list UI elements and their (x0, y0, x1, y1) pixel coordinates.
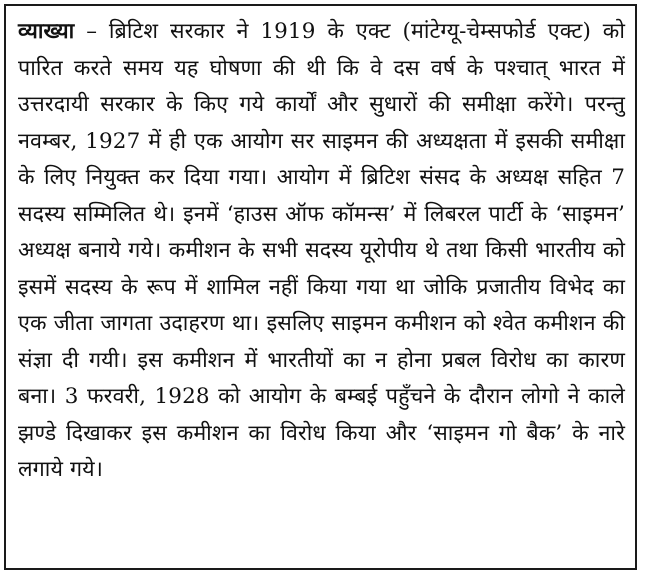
explanation-body: ब्रिटिश सरकार ने 1919 के एक्ट (मांटेग्यू-चेम्सफोर्ड एक्ट) को पारित करते समय यह घोषणा की थी कि वे दस वर्ष के पश्चात् भारत में उत्तरदायी सरकार के किए गये कार्यों और सुधारों की समीक्षा करेंगे। परन्तु नवम्बर, 1927 में ही एक आयोग सर साइमन की अध्यक्षता में इसकी समीक्षा के लिए नियुक्त कर दिया गया। आयोग में ब्रिटिश संसद के अध्यक्ष सहित 7 सदस्य सम्मिलित थे। इनमें ‘हाउस ऑफ कॉमन्स’ में लिबरल पार्टी के ‘साइमन’ अध्यक्ष बनाये गये। कमीशन के सभी सदस्य यूरोपीय थे तथा किसी भारतीय को इसमें सदस्य के रूप में शामिल नहीं किया गया था जोकि प्रजातीय विभेद का एक जीता जागता उदाहरण था। इसलिए साइमन कमीशन को श्वेत कमीशन की संज्ञा दी गयी। इस कमीशन में भारतीयों का न होना प्रबल विरोध का कारण बना। 3 फरवरी, 1928 को आयोग के बम्बई पहुँचने के दौरान लोगो ने काले झण्डे दिखाकर इस कमीशन का विरोध किया और ‘साइमन गो बैक’ के नारे लगाये गये। (18, 19, 625, 482)
cut-off-next-line (6, 572, 636, 585)
heading-separator: – (74, 19, 109, 44)
explanation-paragraph (18, 14, 625, 489)
explanation-heading: व्याख्या (18, 19, 75, 44)
explanation-box (4, 4, 637, 570)
